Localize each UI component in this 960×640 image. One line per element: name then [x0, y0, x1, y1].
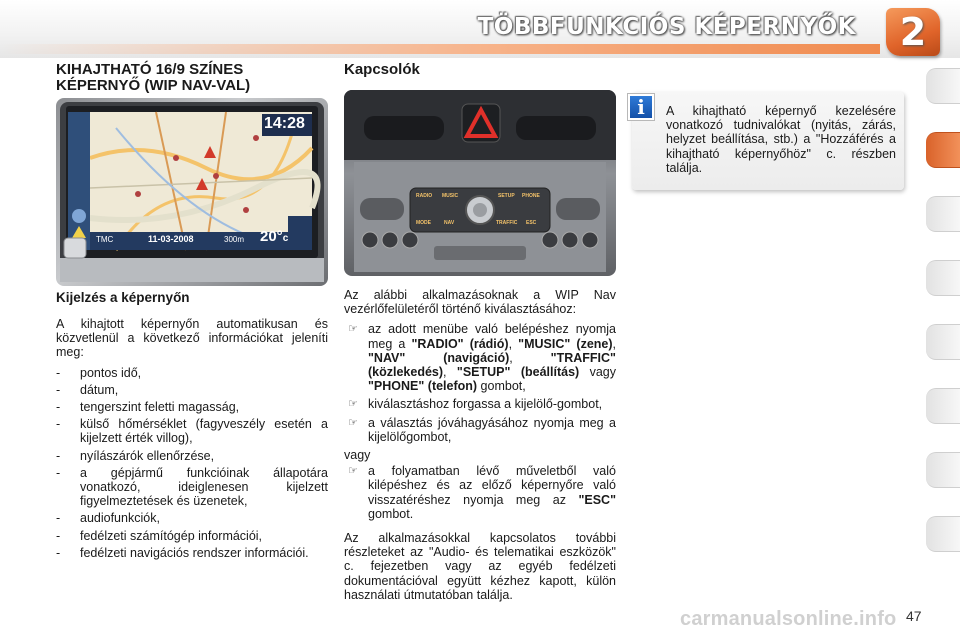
panel-button-phone[interactable]: PHONE — [522, 193, 540, 199]
side-tab-8[interactable] — [926, 516, 960, 552]
panel-button-setup[interactable]: SETUP — [498, 193, 515, 199]
controls-step-list-2 — [344, 464, 616, 521]
screen-tmc-label: TMC — [96, 235, 114, 244]
list-item: - külső hőmérséklet (fagyveszély esetén a kijelzett érték villog), — [56, 417, 328, 446]
list-item: - a gépjármű funkcióinak állapotára vonatkozó, ideiglenesen kijelzett figyelmeztetések és üzenetek, — [56, 465, 328, 509]
section-title: KIHAJTHATÓ 16/9 SZÍNES KÉPERNYŐ (WIP NAV-VAL) — [56, 61, 251, 94]
controls-section — [344, 288, 616, 602]
pointing-hand-icon: ☞ — [348, 398, 358, 411]
panel-button-nav[interactable]: NAV — [444, 220, 455, 226]
screen-date: 11-03-2008 — [148, 234, 194, 244]
display-subtitle: Kijelzés a képernyőn — [56, 290, 190, 305]
info-icon: i — [628, 94, 654, 120]
list-item: ☞ az adott menübe való belépéshez nyomja meg a "RADIO" (rádió), "MUSIC" (zene), "NAV" (navigáció), "TRAFFIC"(közlekedés), "SETUP" (beállítás) vagy "PHONE" (telefon) gombot, — [348, 322, 616, 394]
side-tab-7[interactable] — [926, 452, 960, 488]
panel-button-esc[interactable]: ESC — [526, 220, 537, 226]
list-item: - audiofunkciók, — [56, 511, 160, 526]
page-number: 47 — [906, 608, 922, 624]
info-note-box — [632, 92, 904, 190]
controls-intro: Az alábbi alkalmazásoknak a WIP Nav vezérlőfelületéről történő kiválasztásához: — [344, 288, 616, 317]
list-item: - nyílászárók ellenőrzése, — [56, 448, 215, 463]
side-tab-3[interactable] — [926, 196, 960, 232]
list-item: - fedélzeti számítógép információi, — [56, 528, 263, 543]
side-tab-4[interactable] — [926, 260, 960, 296]
side-tab-2-active[interactable] — [926, 132, 960, 168]
pointing-hand-icon: ☞ — [348, 465, 358, 478]
list-item: ☞ kiválasztáshoz forgassa a kijelölő-gombot, — [348, 397, 603, 412]
controls-title: Kapcsolók — [344, 61, 420, 78]
side-tab-1[interactable] — [926, 68, 960, 104]
panel-button-radio[interactable]: RADIO — [416, 193, 433, 199]
list-item: - tengerszint feletti magasság, — [56, 400, 240, 415]
display-section — [56, 290, 328, 563]
screen-temperature: 20°c — [260, 228, 289, 245]
control-panel-photo — [344, 90, 616, 276]
list-item: - fedélzeti navigációs rendszer információi. — [56, 545, 309, 560]
controls-footer-note: Az alkalmazásokkal kapcsolatos további részleteket az "Audio- és telematikai eszközök" c. fejezetben vagy az egyéb fedélzeti dokumentációval együtt kézhez kapott, külön használati útmutatóban találja. — [344, 531, 616, 602]
or-label: vagy — [344, 448, 371, 463]
panel-button-traffic[interactable]: TRAFFIC — [496, 220, 518, 226]
list-item: ☞ a választás jóváhagyásához nyomja meg a kijelölőgombot, — [348, 415, 616, 444]
panel-button-music[interactable]: MUSIC — [442, 193, 459, 199]
list-item: - pontos idő, — [56, 365, 142, 380]
screen-time: 14:28 — [264, 115, 305, 132]
controls-step-list — [344, 322, 616, 444]
pointing-hand-icon: ☞ — [348, 416, 358, 429]
display-intro: A kihajtott képernyőn automatikusan és közvetlenül a következő információkat jeleníti meg: — [56, 317, 328, 360]
side-tab-6[interactable] — [926, 388, 960, 424]
page-header-title: TÖBBFUNKCIÓS KÉPERNYŐK — [477, 14, 856, 40]
panel-button-mode[interactable]: MODE — [416, 220, 431, 226]
pointing-hand-icon: ☞ — [348, 323, 358, 336]
screen-distance: 300m — [224, 235, 245, 244]
list-item: ☞ a folyamatban lévő műveletből való kilépéshez és az előző képernyőre való visszatéréshez nyomja meg az "ESC" gombot. — [348, 464, 616, 521]
left-column-title — [56, 62, 328, 94]
side-tabs — [926, 68, 960, 568]
list-item: - dátum, — [56, 382, 119, 397]
watermark: carmanualsonline.info — [680, 608, 897, 630]
control-panel-illustration — [344, 90, 616, 276]
side-tab-5[interactable] — [926, 324, 960, 360]
info-note-text: A kihajtható képernyő kezelésére vonatkozó tudnivalókat (nyitás, zárás, helyzet beállítása, stb.) a "Hozzáférés a kihajtható képernyőhöz" c. részben találja. — [666, 104, 896, 175]
middle-column-title — [344, 62, 616, 78]
navigation-screen-photo — [56, 98, 328, 286]
chapter-badge: 2 — [886, 8, 940, 56]
header-stripe — [0, 44, 880, 54]
display-item-list — [56, 366, 328, 560]
